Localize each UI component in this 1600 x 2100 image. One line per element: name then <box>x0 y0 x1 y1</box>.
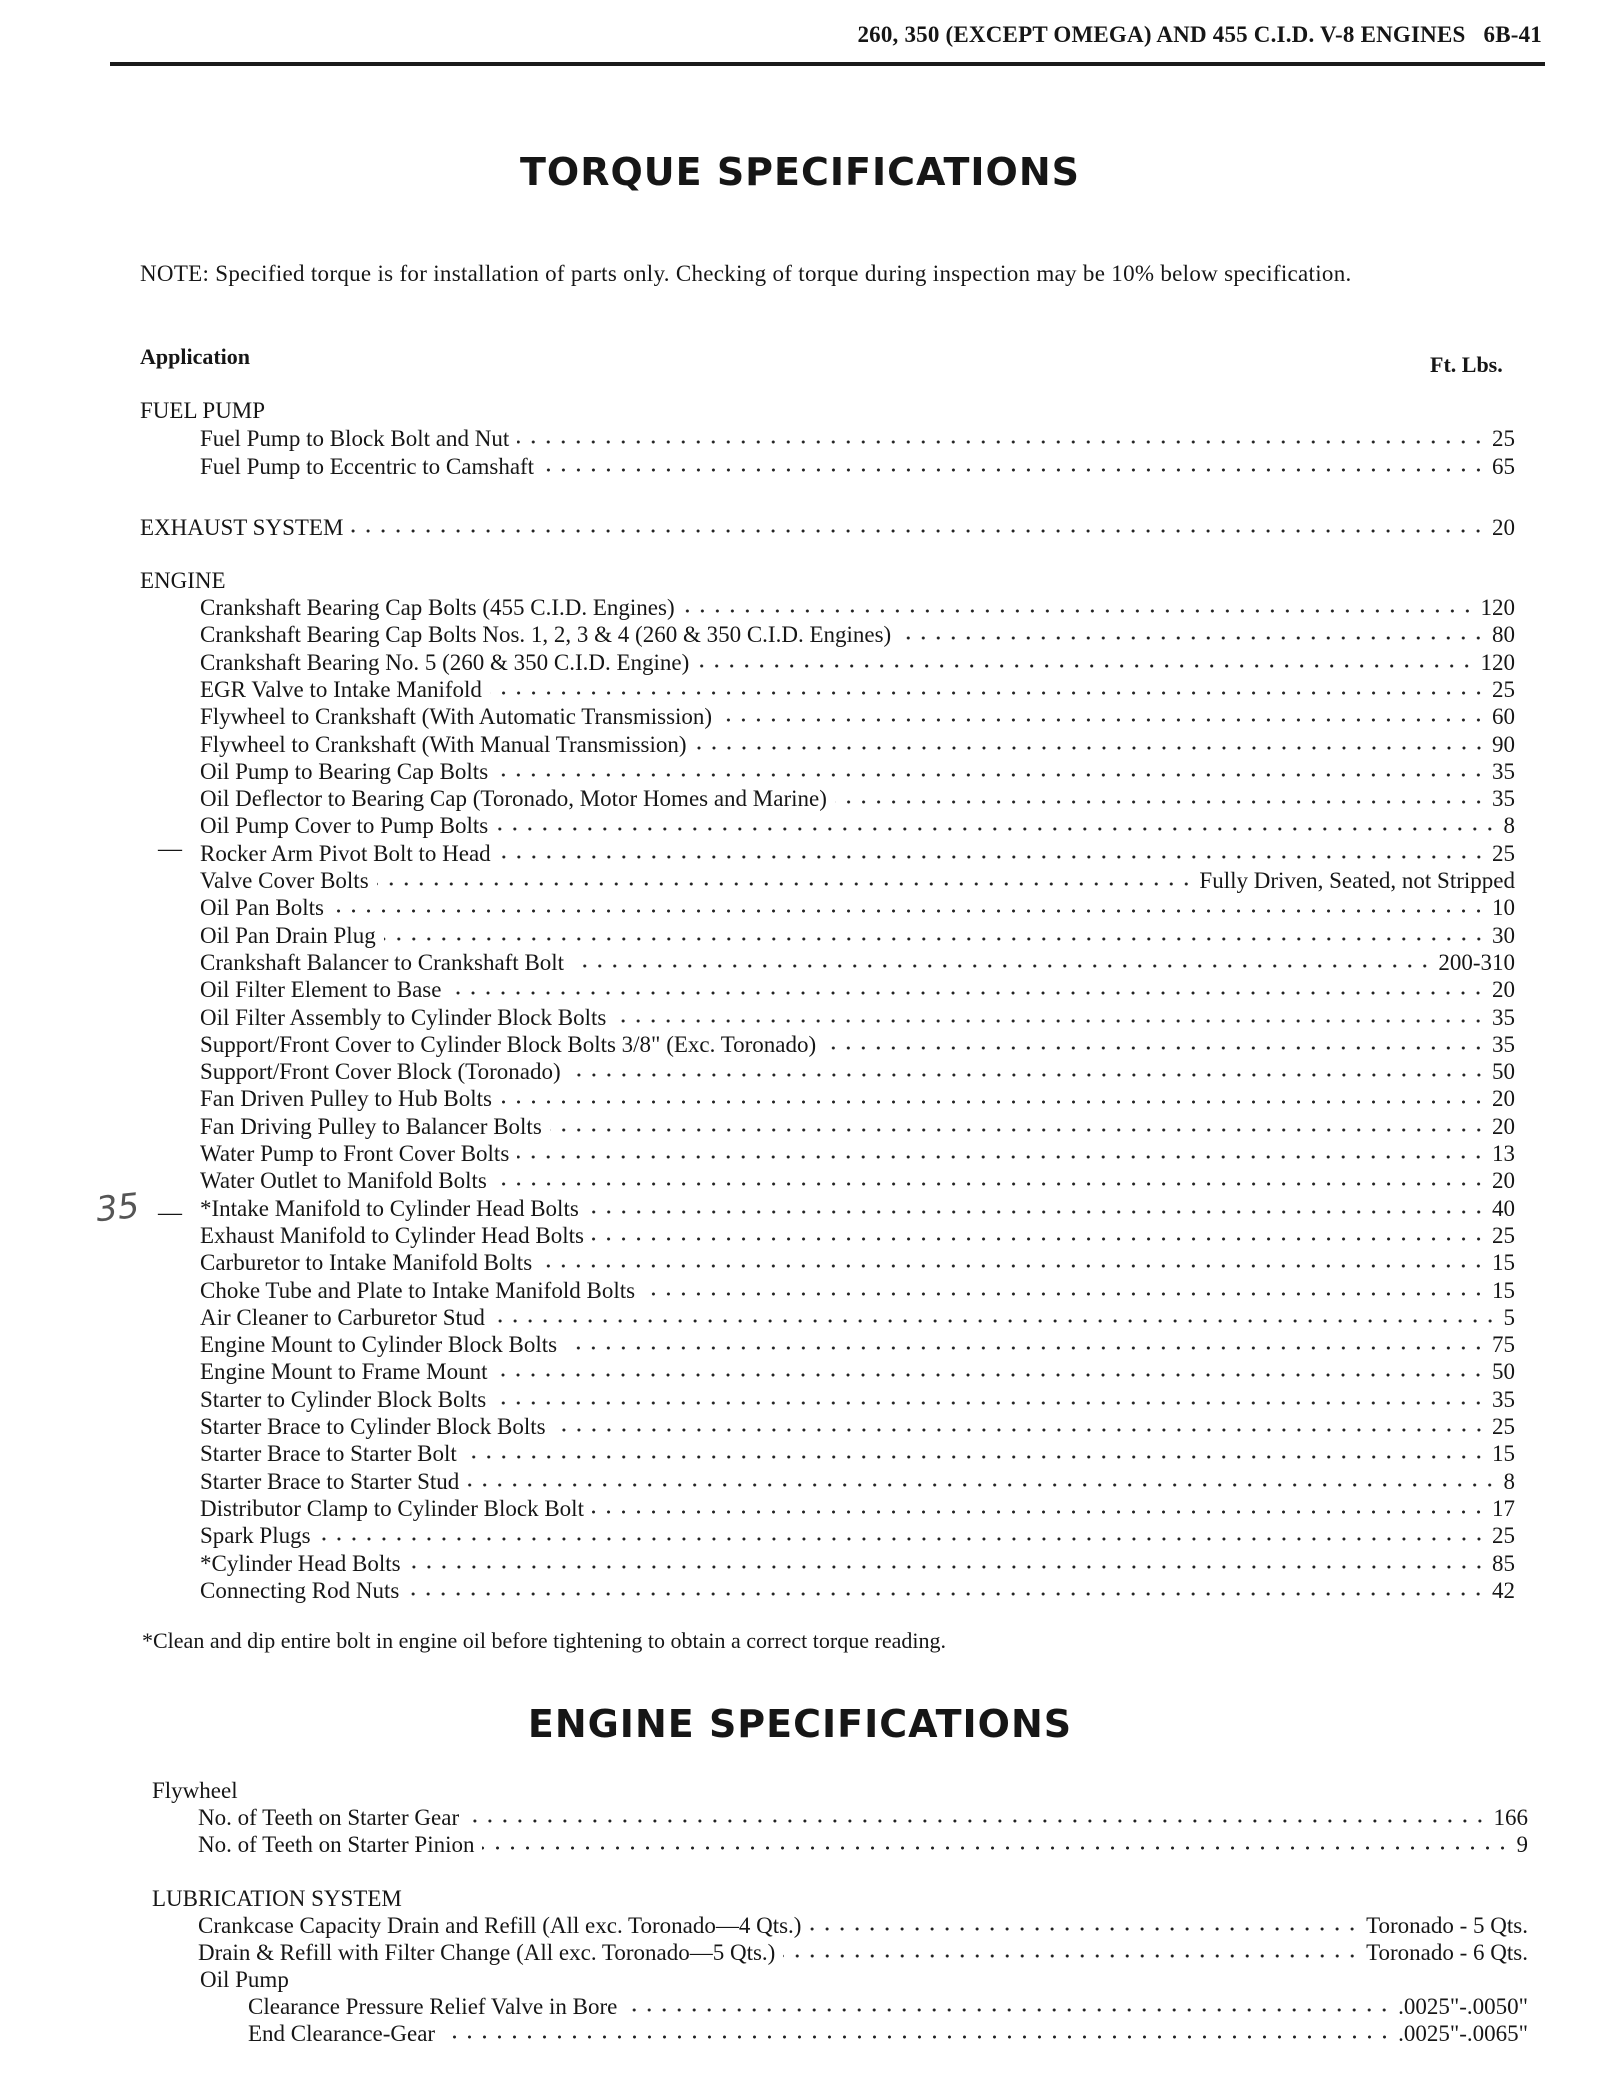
spec-label: *Intake Manifold to Cylinder Head Bolts <box>200 1195 579 1221</box>
spec-label: EGR Valve to Intake Manifold <box>200 676 482 702</box>
spec-label: Distributor Clamp to Cylinder Block Bolt <box>200 1495 584 1521</box>
spec-value: 35 <box>1492 758 1515 784</box>
column-units: Ft. Lbs. <box>1430 352 1503 377</box>
spec-row <box>200 1140 1515 1167</box>
spec-label: EXHAUST SYSTEM <box>140 515 344 540</box>
spec-value: 20 <box>1492 1168 1515 1194</box>
spec-value: 166 <box>1493 1805 1528 1830</box>
leader-dots <box>695 744 1486 752</box>
leader-dots <box>835 798 1486 806</box>
spec-label: Choke Tube and Plate to Intake Manifold Bolts <box>200 1277 636 1303</box>
spec-label: Support/Front Cover Block (Toronado) <box>200 1059 561 1085</box>
spec-label: Carburetor to Intake Manifold Bolts <box>200 1250 533 1276</box>
leader-dots <box>683 607 1475 615</box>
leader-dots <box>569 1071 1486 1079</box>
spec-row <box>198 1912 1528 1939</box>
spec-value: 30 <box>1492 922 1515 948</box>
spec-value: 40 <box>1492 1195 1515 1221</box>
leader-dots <box>377 880 1194 888</box>
leader-dots <box>697 662 1474 670</box>
leader-dots <box>517 438 1486 446</box>
leader-dots <box>587 1208 1486 1216</box>
spec-row <box>198 1831 1528 1858</box>
spec-value: 35 <box>1492 786 1515 812</box>
spec-row <box>200 1413 1515 1440</box>
page-header <box>110 22 1542 48</box>
spec-label: Crankshaft Bearing Cap Bolts Nos. 1, 2, 3 & 4 (260 & 350 C.I.D. Engines) <box>200 622 892 648</box>
torque-title: TORQUE SPECIFICATIONS <box>519 150 1080 194</box>
leader-dots <box>384 935 1486 943</box>
spec-label: Drain & Refill with Filter Change (All exc. Toronado—5 Qts.) <box>198 1940 776 1965</box>
leader-dots <box>493 1317 1498 1325</box>
header-title: 260, 350 (EXCEPT OMEGA) AND 455 C.I.D. V-8 ENGINES <box>857 22 1466 47</box>
spec-row <box>200 949 1515 976</box>
spec-value: 35 <box>1492 1386 1515 1412</box>
spec-label: Flywheel to Crankshaft (With Manual Transmission) <box>200 731 687 757</box>
spec-row <box>200 453 1515 480</box>
spec-label: Oil Pump to Bearing Cap Bolts <box>200 758 489 784</box>
spec-row <box>200 976 1515 1003</box>
spec-label: Oil Filter Element to Base <box>200 977 442 1003</box>
spec-value: 13 <box>1492 1141 1515 1166</box>
spec-row <box>200 1004 1515 1031</box>
header-rule <box>110 62 1545 66</box>
spec-value: Toronado - 5 Qts. <box>1366 1913 1528 1938</box>
spec-label: Flywheel to Crankshaft (With Automatic Transmission) <box>200 704 713 730</box>
leader-dots <box>550 1126 1486 1134</box>
leader-dots <box>465 1453 1486 1461</box>
spec-value: .0025"-.0065" <box>1398 2021 1528 2046</box>
spec-label: Crankshaft Balancer to Crankshaft Bolt <box>200 949 565 975</box>
spec-label: Fuel Pump to Eccentric to Camshaft <box>200 454 535 479</box>
spec-label: Air Cleaner to Carburetor Stud <box>200 1304 485 1330</box>
leader-dots <box>783 1952 1360 1960</box>
leader-dots <box>899 634 1486 642</box>
spec-value: 10 <box>1492 895 1515 921</box>
leader-dots <box>494 1399 1486 1407</box>
lubrication-heading: LUBRICATION SYSTEM <box>152 1886 402 1911</box>
leader-dots <box>409 1563 1486 1571</box>
spec-row <box>200 594 1515 621</box>
spec-label: No. of Teeth on Starter Gear <box>198 1805 460 1830</box>
footnote: *Clean and dip entire bolt in engine oil before tightening to obtain a correct torque reading. <box>142 1628 946 1653</box>
page-number: 6B-41 <box>1483 22 1542 47</box>
leader-dots <box>517 1153 1486 1161</box>
leader-dots <box>824 1044 1486 1052</box>
leader-dots <box>495 1371 1486 1379</box>
spec-value: 25 <box>1492 1523 1515 1549</box>
spec-label: Starter Brace to Cylinder Block Bolts <box>200 1414 546 1439</box>
spec-row <box>200 1495 1515 1522</box>
leader-dots <box>443 2033 1392 2041</box>
leader-dots <box>319 1535 1486 1543</box>
spec-value: 9 <box>1516 1832 1528 1857</box>
spec-value: 50 <box>1492 1359 1515 1385</box>
leader-dots <box>614 1017 1486 1025</box>
spec-row <box>200 867 1515 894</box>
spec-row <box>248 2020 1528 2047</box>
spec-value: 35 <box>1492 1004 1515 1030</box>
spec-label: Exhaust Manifold to Cylinder Head Bolts <box>200 1222 584 1248</box>
spec-row <box>200 425 1515 452</box>
spec-value: 25 <box>1492 676 1515 702</box>
leader-dots <box>500 1098 1486 1106</box>
leader-dots <box>467 1817 1487 1825</box>
spec-label: Crankshaft Bearing No. 5 (260 & 350 C.I.D. Engine) <box>200 649 690 675</box>
spec-row <box>200 731 1515 758</box>
spec-row <box>200 1522 1515 1549</box>
column-application: Application <box>140 344 251 369</box>
spec-label: Fan Driven Pulley to Hub Bolts <box>200 1086 492 1112</box>
flywheel-heading: Flywheel <box>152 1778 238 1803</box>
spec-row <box>200 1468 1515 1495</box>
spec-row <box>200 1277 1515 1304</box>
leader-dots <box>592 1235 1486 1243</box>
spec-value: 65 <box>1492 454 1515 479</box>
spec-row <box>200 621 1515 648</box>
spec-value: 15 <box>1492 1250 1515 1276</box>
spec-value: Fully Driven, Seated, not Stripped <box>1199 868 1515 893</box>
leader-dots <box>467 1481 1497 1489</box>
spec-label: Oil Pan Drain Plug <box>200 922 376 948</box>
spec-value: 15 <box>1492 1441 1515 1467</box>
leader-dots <box>482 1844 1510 1852</box>
spec-row <box>200 1386 1515 1413</box>
leader-dots <box>625 2006 1392 2014</box>
spec-label: Oil Pump Cover to Pump Bolts <box>200 813 489 839</box>
spec-value: 75 <box>1492 1332 1515 1358</box>
leader-dots <box>809 1925 1360 1933</box>
leader-dots <box>720 716 1486 724</box>
leader-dots <box>554 1426 1486 1434</box>
spec-value: 25 <box>1492 426 1515 451</box>
spec-row <box>198 1804 1528 1831</box>
intake-margin-marker: — <box>158 1200 182 1226</box>
spec-label: Valve Cover Bolts <box>200 868 369 893</box>
spec-row <box>200 1058 1515 1085</box>
leader-dots <box>542 466 1486 474</box>
spec-value: 20 <box>1492 977 1515 1003</box>
spec-row <box>200 1304 1515 1331</box>
spec-label: Starter Brace to Starter Bolt <box>200 1441 457 1467</box>
spec-row <box>200 758 1515 785</box>
spec-value: 90 <box>1492 731 1515 757</box>
spec-value: 8 <box>1503 813 1515 839</box>
spec-row <box>248 1993 1528 2020</box>
spec-value: 35 <box>1492 1031 1515 1057</box>
fuel-pump-heading: FUEL PUMP <box>140 398 266 423</box>
leader-dots <box>592 1508 1486 1516</box>
spec-label: Spark Plugs <box>200 1523 311 1549</box>
spec-label: Crankcase Capacity Drain and Refill (All exc. Toronado—4 Qts.) <box>198 1913 802 1938</box>
spec-label: Oil Filter Assembly to Cylinder Block Bolts <box>200 1004 607 1030</box>
leader-dots <box>407 1590 1486 1598</box>
leader-dots <box>565 1344 1486 1352</box>
spec-label: End Clearance-Gear <box>248 2021 436 2046</box>
spec-label: Engine Mount to Frame Mount <box>200 1359 488 1385</box>
spec-row <box>200 812 1515 839</box>
spec-row <box>200 1550 1515 1577</box>
spec-row <box>200 649 1515 676</box>
spec-row <box>200 840 1515 867</box>
spec-value: 85 <box>1492 1550 1515 1576</box>
spec-row <box>200 676 1515 703</box>
spec-value: 60 <box>1492 704 1515 730</box>
spec-value: 5 <box>1503 1304 1515 1330</box>
spec-value: 15 <box>1492 1277 1515 1303</box>
spec-label: Water Pump to Front Cover Bolts <box>200 1141 510 1166</box>
spec-label: Support/Front Cover to Cylinder Block Bolts 3/8" (Exc. Toronado) <box>200 1031 817 1057</box>
leader-dots <box>495 1180 1486 1188</box>
spec-label: Connecting Rod Nuts <box>200 1577 400 1603</box>
spec-label: Fan Driving Pulley to Balancer Bolts <box>200 1113 542 1139</box>
oil-pump-heading: Oil Pump <box>200 1967 289 1992</box>
spec-value: 8 <box>1503 1468 1515 1494</box>
spec-row <box>200 894 1515 921</box>
spec-value: 42 <box>1492 1577 1515 1603</box>
leader-dots <box>496 825 1497 833</box>
spec-label: Engine Mount to Cylinder Block Bolts <box>200 1332 558 1358</box>
rocker-margin-marker: — <box>158 836 182 862</box>
spec-value: 120 <box>1480 595 1515 620</box>
engine-specs-title: ENGINE SPECIFICATIONS <box>527 1702 1073 1746</box>
leader-dots <box>449 989 1486 997</box>
spec-row <box>200 1031 1515 1058</box>
spec-value: 20 <box>1492 1086 1515 1112</box>
torque-note: NOTE: Specified torque is for installation of parts only. Checking of torque during inspection may be 10% below specification. <box>140 261 1352 286</box>
engine-heading: ENGINE <box>140 568 226 593</box>
spec-label: Oil Pan Bolts <box>200 895 324 921</box>
spec-label: Rocker Arm Pivot Bolt to Head <box>200 840 491 866</box>
spec-value: 80 <box>1492 622 1515 648</box>
spec-value: 17 <box>1492 1495 1515 1521</box>
spec-label: Fuel Pump to Block Bolt and Nut <box>200 426 510 451</box>
spec-value: 120 <box>1480 649 1515 675</box>
spec-label: *Cylinder Head Bolts <box>200 1550 401 1576</box>
spec-label: Starter to Cylinder Block Bolts <box>200 1386 487 1412</box>
spec-value: 25 <box>1492 1414 1515 1439</box>
spec-row <box>200 1331 1515 1358</box>
spec-row-exhaust <box>140 514 1515 541</box>
handwritten-margin-note: 35 <box>94 1185 142 1231</box>
spec-row <box>200 1195 1515 1222</box>
spec-label: Crankshaft Bearing Cap Bolts (455 C.I.D. Engines) <box>200 595 675 620</box>
leader-dots <box>643 1290 1486 1298</box>
spec-value: 20 <box>1492 515 1515 540</box>
leader-dots <box>351 527 1486 535</box>
leader-dots <box>572 962 1432 970</box>
spec-row <box>198 1939 1528 1966</box>
spec-value: Toronado - 6 Qts. <box>1366 1940 1528 1965</box>
spec-label: Oil Deflector to Bearing Cap (Toronado, Motor Homes and Marine) <box>200 786 827 812</box>
spec-value: 50 <box>1492 1059 1515 1085</box>
leader-dots <box>490 689 1486 697</box>
leader-dots <box>496 771 1486 779</box>
spec-row <box>200 1249 1515 1276</box>
spec-row <box>200 1577 1515 1604</box>
spec-row <box>200 1113 1515 1140</box>
spec-row <box>200 785 1515 812</box>
spec-row <box>200 1085 1515 1112</box>
spec-label: No. of Teeth on Starter Pinion <box>198 1832 475 1857</box>
spec-label: Water Outlet to Manifold Bolts <box>200 1168 487 1194</box>
spec-row <box>200 922 1515 949</box>
spec-row <box>200 1440 1515 1467</box>
spec-value: 20 <box>1492 1113 1515 1139</box>
spec-value: 200-310 <box>1438 949 1515 975</box>
spec-row <box>200 1222 1515 1249</box>
spec-row <box>200 703 1515 730</box>
spec-value: .0025"-.0050" <box>1398 1994 1528 2019</box>
leader-dots <box>540 1262 1486 1270</box>
spec-row <box>200 1358 1515 1385</box>
leader-dots <box>499 853 1486 861</box>
spec-value: 25 <box>1492 1222 1515 1248</box>
spec-row <box>200 1167 1515 1194</box>
leader-dots <box>332 907 1486 915</box>
spec-label: Starter Brace to Starter Stud <box>200 1468 460 1494</box>
spec-value: 25 <box>1492 840 1515 866</box>
spec-label: Clearance Pressure Relief Valve in Bore <box>248 1994 618 2019</box>
